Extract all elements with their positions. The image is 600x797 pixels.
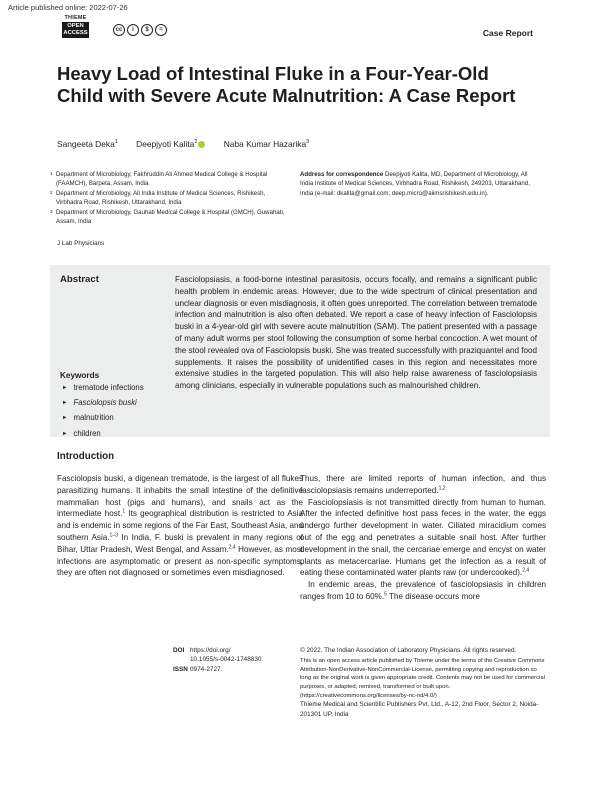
doi-label: DOI [173, 647, 185, 654]
logo-access: ACCESS [63, 30, 88, 36]
affiliation: 3 Department of Microbiology, Gauhati Medical College & Hospital (GMCH), Guwahati, Assam, India [50, 208, 285, 226]
open-access-notice: This is an open access article published by Thieme under the terms of the Creative Commons Attribution-NonDerivative-NonCommercial-License, permitting copying and reproduction so long as the original work is given appropriate credit. Contents may not be used for commercial purposes, or adapted, remixed, transformed or built upon. (https://creativecommons.org/licenses/by-nc-nd/4.0/) [300, 658, 545, 699]
keyword-item[interactable]: ► trematode infections [62, 381, 144, 396]
nc-icon: $ [141, 24, 153, 36]
body-column-right [300, 473, 546, 603]
doi-value[interactable]: 10.1055/s-0042-1748830. [190, 656, 264, 664]
correspondence-label: Address for correspondence [300, 171, 384, 178]
copyright: © 2022. The Indian Association of Laboratory Physicians. All rights reserved. [300, 647, 517, 654]
keywords-list [62, 381, 144, 442]
introduction-heading: Introduction [57, 451, 115, 462]
body-column-left [57, 473, 303, 579]
correspondence [300, 170, 540, 198]
paragraph: In endemic areas, the prevalence of fasciolopsiasis in children ranges from 10 to 60%.$^5$ The disease occurs more [300, 580, 546, 601]
published-date: Article published online: 2022-07-26 [8, 3, 128, 12]
article-title: Heavy Load of Intestinal Fluke in a Four-Year-Old Child with Severe Acute Malnutrition: A Case Report [57, 63, 516, 106]
article-type: Case Report [482, 28, 533, 38]
doi-link[interactable]: https://doi.org/ [190, 647, 231, 654]
author: Sangeeta Deka$^1$ [57, 139, 118, 149]
nd-icon: = [155, 24, 167, 36]
citation[interactable]: 1 [122, 508, 126, 515]
orcid-icon[interactable] [198, 141, 205, 148]
keywords-heading: Keywords [60, 371, 100, 380]
issn-label: ISSN [173, 665, 188, 673]
keyword-item[interactable]: ► malnutrition [62, 411, 144, 426]
correspondence-text[interactable]: Deepjyoti Kalita, MD, Department of Microbiology, All India Institute of Medical Sciences, Virbhadra Road, Rishikesh, 249203, Uttarakhand, India (e-mail: dkalita@gmail.com; deep.micro@aiimsrishikesh.edu.in). [300, 171, 530, 197]
affiliations [50, 170, 290, 226]
journal-reference: J Lab Physicians [57, 240, 105, 247]
citation[interactable]: 5 [384, 591, 387, 598]
by-icon: i [127, 24, 139, 36]
paragraph: Fasciolopsiasis is not transmitted directly from human to human. After the infected definitive host pass feces in the water, the eggs undergo further development in water. Ciliated miracidium comes out of the egg and penetrates a suitable snail host. After further development in the snail, the cercariae emerge and encyst on water plants as metacercariae. Humans get the infection as a result of eating these contaminated water plants raw (or undercooked).$^{2,4}$ [300, 497, 546, 578]
thieme-open-access-logo [62, 15, 89, 43]
author: Naba Kumar Hazarika$^3$ [223, 139, 310, 149]
publisher-address: Thieme Medical and Scientific Publishers Pvt. Ltd., A-12, 2nd Floor, Sector 2, Noida-201301 UP, India [300, 701, 539, 718]
citation[interactable]: 1–3 [109, 532, 118, 539]
logo-open: OPEN [67, 23, 84, 29]
issn-value: 0974-2727. [190, 665, 223, 673]
article-identifiers [173, 646, 263, 674]
author-list [57, 139, 325, 149]
citation[interactable]: 2,4 [522, 567, 530, 574]
cc-icon: cc [113, 24, 125, 36]
copyright-block [300, 646, 548, 719]
author: Deepjyoti Kalita$^2$ [136, 139, 205, 149]
abstract-heading: Abstract [60, 274, 99, 285]
license-badges[interactable] [113, 24, 167, 36]
citation[interactable]: 2,4 [228, 544, 236, 551]
keyword-item[interactable]: ► Fasciolopsis buski [62, 396, 144, 411]
abstract-text: Fasciolopsiasis, a food-borne intestinal parasitosis, occurs focally, and remains a significant public health problem in endemic areas. However, due to the wide spectrum of clinical presentation and unclear diagnosis or even misdiagnosis, it often goes unreported. The correlation between trematode infection and malnutrition is also often debated. We report a case of heavy infection of Fasciolopsis buski in a 4-year-old girl with severe acute malnutrition (SAM). The patient presented with a passage of many adult worms per stool following the consumption of some herbal concoction. A wet mount of the stool revealed ova of Fasciolopsis buski. She was treated successfully with praziquantel and food supplements. It raises the possibility of unidentified cases in this region and necessitates more extensive studies in the targeted population. This will also help raise awareness of fasciolopsiasis among clinicians, especially in vulnerable populations such as malnourished children. [175, 275, 537, 391]
paragraph: Thus, there are limited reports of human infection, and thus fasciolopsiasis remains underreported.$^{1,2}$ [300, 474, 546, 495]
logo-open-access [62, 22, 89, 38]
affiliation: 2 Department of Microbiology, All India Institute of Medical Sciences, Rishikesh, Virbhadra Road, Rishikesh, Uttarakhand, India [50, 189, 266, 207]
keyword-item[interactable]: ► children [62, 427, 144, 442]
paragraph: Fasciolopsis buski, a digenean trematode, is the largest of all flukes parasitizing humans. It inhabits the small intestine of the definitive mammalian host (pigs and humans), and snails act as the intermediate host.$^1$ Its geographical distribution is restricted to Asia and is endemic in some regions of the Far East, Southeast Asia, and southern Asia.$^{1-3}$ In India, F. buski is prevalent in many regions of Bihar, Uttar Pradesh, West Bengal, and Assam.$^{2,4}$ However, as most infections are asymptomatic or present as non-specific symptoms, they are often not diagnosed or sometimes even misdiagnosed. [57, 474, 304, 578]
logo-publisher: THIEME [64, 15, 87, 21]
affiliation: 1 Department of Microbiology, Fakhruddin Ali Ahmed Medical College & Hospital (FAAMCH), Barpeta, Assam, India [50, 171, 268, 188]
citation[interactable]: 1,2 [438, 485, 446, 492]
